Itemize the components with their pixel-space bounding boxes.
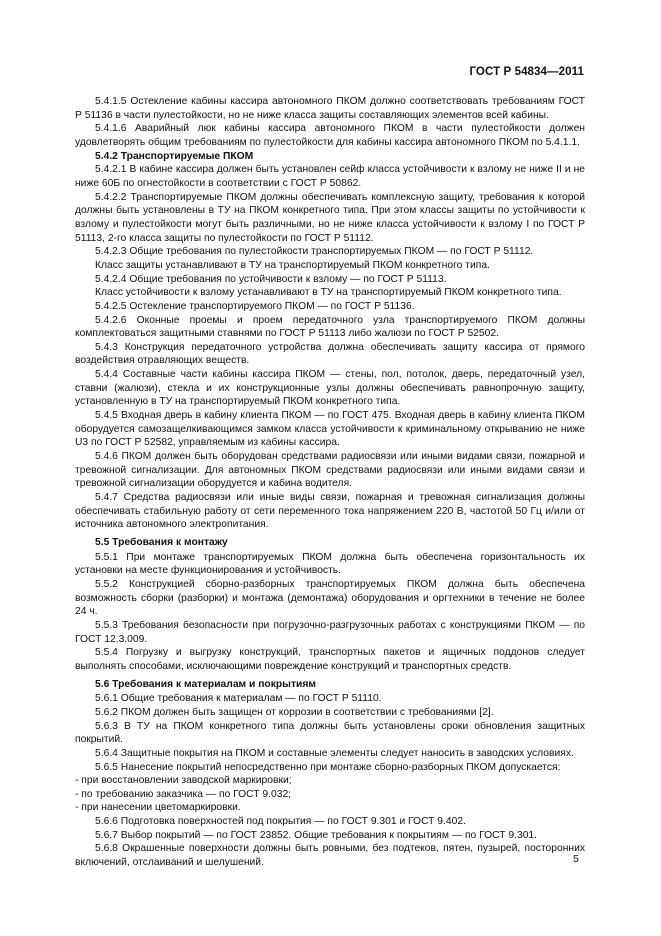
paragraph-5-5-4: 5.5.4 Погрузку и выгрузку конструкций, транспортных пакетов и ящичных поддонов следует выполнять способами, исключающими повреждение конструкций и транспортных средств.: [75, 647, 585, 672]
paragraph-5-4-2-2: 5.4.2.2 Транспортируемые ПКОМ должны обеспечивать комплексную защиту, требования к которой должны быть установлены в ТУ на ПКОМ конкретного типа. При этом классы защиты по устойчивости к взлому и пулестойкости могут быть различными, но не ниже класса устойчивости к взлому I по ГОСТ Р 51113, 2-го класса защиты по пулестойкости по ГОСТ Р 51112.: [75, 191, 585, 244]
paragraph-5-6-4: 5.6.4 Защитные покрытия на ПКОМ и составные элементы следует наносить в заводских условиях.: [95, 747, 574, 759]
section-heading-5-6: 5.6 Требования к материалам и покрытиям: [95, 678, 316, 690]
document-body: [75, 95, 585, 870]
paragraph-5-4-6: 5.4.6 ПКОМ должен быть оборудован средствами радиосвязи или иными видами связи, пожарной и тревожной сигнализации. Для автономных ПКОМ средствами радиосвязи или иными видами связи и тревожной сигнализации оборудуется и кабина водителя.: [75, 451, 585, 490]
paragraph-5-6-6: 5.6.6 Подготовка поверхностей под покрытия — по ГОСТ 9.301 и ГОСТ 9.402.: [95, 816, 466, 828]
paragraph-5-4-1-6: 5.4.1.6 Аварийный люк кабины кассира автономного ПКОМ в части пулестойкости должен удовлетворять общим требованиям по пулестойкости для кабины кассира автономного ПКОМ по 5.4.1.1.: [75, 123, 585, 148]
paragraph-5-6-7: 5.6.7 Выбор покрытий — по ГОСТ 23852. Общие требования к покрытиям — по ГОСТ 9.301.: [95, 829, 538, 841]
list-item: - при восстановлении заводской маркировки;: [75, 775, 292, 787]
paragraph-5-4-7: 5.4.7 Средства радиосвязи или иные виды связи, пожарная и тревожная сигнализация должны обеспечивать стабильную работу от сети переменного тока напряжением 220 В, частотой 50 Гц и/или от источника автономного электропитания.: [75, 492, 585, 531]
list-item: - при нанесении цветомаркировки.: [75, 802, 241, 814]
paragraph-5-5-3: 5.5.3 Требования безопасности при погрузочно-разгрузочных работах с конструкциями ПКОМ — по ГОСТ 12.3.009.: [75, 619, 585, 645]
subheading-5-4-2: 5.4.2 Транспортируемые ПКОМ: [95, 150, 254, 162]
document-standard-id: ГОСТ Р 54834—2011: [469, 66, 584, 78]
list-item: - по требованию заказчика — по ГОСТ 9.032;: [75, 788, 292, 800]
page-number: 5: [573, 853, 579, 865]
paragraph-5-4-2-3: 5.4.2.3 Общие требования по пулестойкости транспортируемых ПКОМ — по ГОСТ Р 51112.: [95, 246, 534, 258]
paragraph-5-4-2-6: 5.4.2.6 Оконные проемы и проем передаточного узла транспортируемого ПКОМ должны комплектоваться защитными ставнями по ГОСТ Р 51113 либо жалюзи по ГОСТ Р 52502.: [75, 314, 585, 340]
paragraph-5-6-1: 5.6.1 Общие требования к материалам — по ГОСТ Р 51110.: [95, 693, 382, 705]
paragraph-5-4-1-5: 5.4.1.5 Остекление кабины кассира автономного ПКОМ должно соответствовать требованиям ГОСТ Р 51136 в части пулестойкости, но не ниже класса защиты составляющих элементов всей кабины.: [75, 96, 585, 121]
paragraph-5-6-5: 5.6.5 Нанесение покрытий непосредственно при монтаже сборно-разборных ПКОМ допускается:: [95, 761, 561, 773]
paragraph-5-6-8: 5.6.8 Окрашенные поверхности должны быть ровными, без подтеков, пятен, пузырей, посторонних включений, отслаиваний и шелушений.: [75, 843, 585, 869]
paragraph-5-5-2: 5.5.2 Конструкцией сборно-разборных транспортируемых ПКОМ должна быть обеспечена возможность сборки (разборки) и монтажа (демонтажа) оборудования и оргтехники в течение не более 24 ч.: [75, 578, 585, 618]
paragraph-5-5-1: 5.5.1 При монтаже транспортируемых ПКОМ должна быть обеспечена горизонтальность их установки на месте функционирования и устойчивость.: [75, 551, 585, 577]
section-heading-5-5: 5.5 Требования к монтажу: [95, 537, 228, 548]
paragraph-5-4-4: 5.4.4 Составные части кабины кассира ПКОМ — стены, пол, потолок, дверь, передаточный узел, ставни (жалюзи), стекла и их конструкционные узлы должны обеспечивать равнопрочную защиту, установленную в ТУ на транспортируемый ПКОМ конкретного типа.: [75, 369, 585, 408]
paragraph-5-4-2-3-note: Класс защиты устанавливают в ТУ на транспортируемый ПКОМ конкретного типа.: [95, 259, 490, 271]
paragraph-5-6-3: 5.6.3 В ТУ на ПКОМ конкретного типа должны быть установлены сроки обновления защитных покрытий.: [75, 720, 585, 746]
paragraph-5-6-2: 5.6.2 ПКОМ должен быть защищен от коррозии в соответствии с требованиями [2].: [95, 706, 494, 718]
paragraph-5-4-2-4-note: Класс устойчивости к взлому устанавливают в ТУ на транспортируемый ПКОМ конкретного типа.: [95, 287, 562, 299]
paragraph-5-4-2-4: 5.4.2.4 Общие требования по устойчивости к взлому — по ГОСТ Р 51113.: [95, 273, 447, 285]
paragraph-5-4-5: 5.4.5 Входная дверь в кабину клиента ПКОМ — по ГОСТ 475. Входная дверь в кабину клиента ПКОМ оборудуется самозащелкивающимся замком класса устойчивости к криминальному открыванию не ниже U3 по ГОСТ Р 52582, управляемым из кабины кассира.: [75, 410, 585, 449]
paragraph-5-4-2-5: 5.4.2.5 Остекление транспортируемого ПКОМ — по ГОСТ Р 51136.: [95, 300, 415, 312]
paragraph-5-4-3: 5.4.3 Конструкция передаточного устройства должна обеспечивать защиту кассира от прямого воздействия отравляющих веществ.: [75, 341, 585, 367]
paragraph-5-4-2-1: 5.4.2.1 В кабине кассира должен быть установлен сейф класса устойчивости к взлому не ниже II и не ниже 60Б по огнестойкости в соответствии с ГОСТ Р 50862.: [75, 164, 585, 189]
